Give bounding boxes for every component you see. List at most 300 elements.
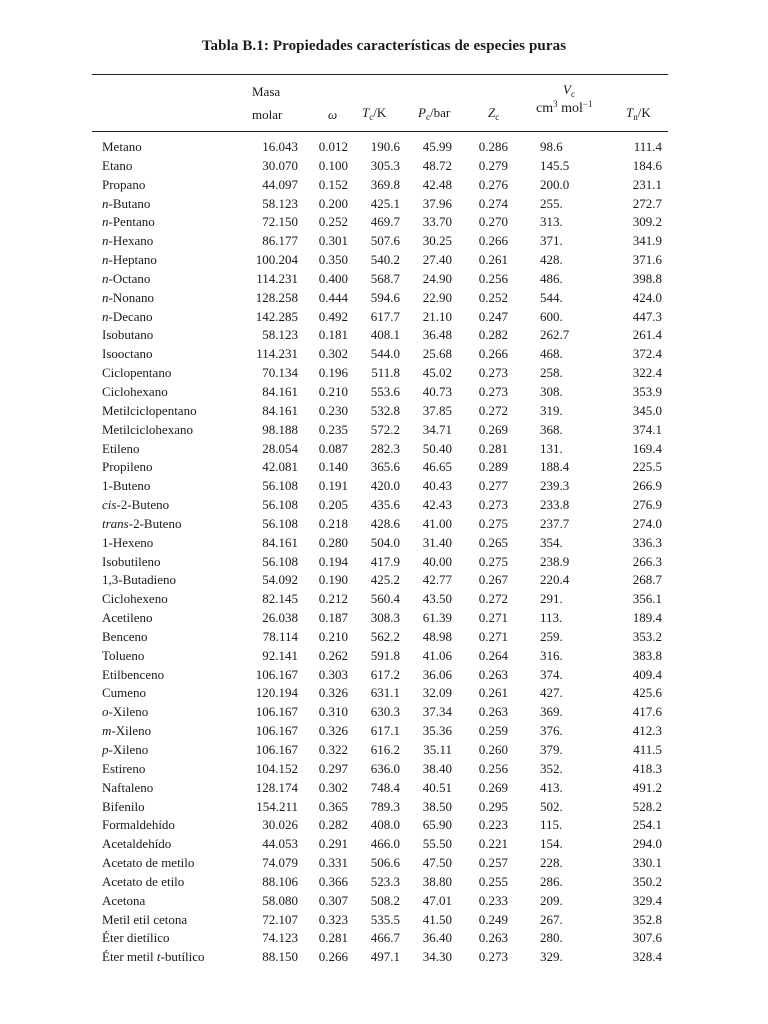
vc-cell: 145.5 <box>540 157 570 173</box>
tc-cell: 504.0 <box>370 534 400 550</box>
tn-cell: 398.8 <box>632 270 662 286</box>
header-vc-unit <box>536 101 592 116</box>
table-row <box>0 741 768 760</box>
molar-mass-cell: 142.285 <box>255 308 298 324</box>
tc-cell: 305.3 <box>370 157 400 173</box>
species-name-cell <box>102 779 153 798</box>
vc-unit-mol: mol <box>557 101 583 116</box>
molar-mass-cell: 78.114 <box>262 628 298 644</box>
species-name: 1-Hexeno <box>102 534 154 550</box>
species-name: -Octano <box>108 270 151 286</box>
species-name-cell <box>102 741 148 760</box>
species-name-cell <box>102 873 184 892</box>
table-row <box>0 816 768 835</box>
vc-cell: 319. <box>540 402 563 418</box>
species-name-cell <box>102 289 154 308</box>
tc-cell: 572.2 <box>370 421 400 437</box>
omega-cell: 0.280 <box>318 534 348 550</box>
tc-cell: 428.6 <box>370 515 400 531</box>
species-name: -2-Buteno <box>116 497 170 513</box>
species-name-cell <box>102 270 150 289</box>
species-prefix: cis <box>102 497 117 513</box>
tn-cell: 372.4 <box>632 346 662 362</box>
omega-cell: 0.326 <box>318 723 348 739</box>
tn-cell: 353.9 <box>632 383 662 399</box>
table-row <box>0 609 768 628</box>
header-masa-line2: molar <box>252 107 283 122</box>
pc-cell: 38.80 <box>422 873 452 889</box>
pc-cell: 41.06 <box>422 647 452 663</box>
omega-cell: 0.307 <box>318 892 348 908</box>
zc-cell: 0.282 <box>478 327 508 343</box>
tn-cell: 353.2 <box>632 628 662 644</box>
tc-cell: 282.3 <box>370 440 400 456</box>
pc-cell: 35.36 <box>422 723 452 739</box>
species-name-cell <box>102 421 193 440</box>
molar-mass-cell: 88.106 <box>262 873 298 889</box>
zc-cell: 0.249 <box>478 911 508 927</box>
species-name: Acetona <box>102 892 146 908</box>
species-name: Isobutano <box>102 327 154 343</box>
tn-cell: 424.0 <box>632 289 662 305</box>
tn-cell: 418.3 <box>632 760 662 776</box>
species-name: -Nonano <box>108 289 154 305</box>
table-row <box>0 421 768 440</box>
tc-cell: 417.9 <box>370 553 400 569</box>
omega-cell: 0.262 <box>318 647 348 663</box>
tn-cell: 383.8 <box>632 647 662 663</box>
species-name: -Butano <box>108 195 151 211</box>
zc-cell: 0.266 <box>478 346 508 362</box>
species-name: -Pentano <box>108 214 155 230</box>
table-row <box>0 571 768 590</box>
zc-cell: 0.223 <box>478 817 508 833</box>
zc-cell: 0.273 <box>478 365 508 381</box>
species-name-cell <box>102 684 146 703</box>
pc-cell: 48.98 <box>422 628 452 644</box>
tn-cell: 309.2 <box>632 214 662 230</box>
omega-cell: 0.140 <box>318 459 348 475</box>
species-name: Etileno <box>102 440 140 456</box>
vc-cell: 502. <box>540 798 563 814</box>
species-name-cell <box>102 440 140 459</box>
header-omega <box>328 107 337 122</box>
vc-cell: 486. <box>540 270 563 286</box>
omega-cell: 0.302 <box>318 779 348 795</box>
zc-cell: 0.233 <box>478 892 508 908</box>
header-tc <box>362 105 386 120</box>
tc-cell: 616.2 <box>370 742 400 757</box>
header-tn <box>626 105 651 120</box>
species-name-cell <box>102 703 148 722</box>
tn-cell: 254.1 <box>632 817 662 833</box>
tn-cell: 411.5 <box>633 742 662 757</box>
zc-cell: 0.256 <box>478 760 508 776</box>
tc-cell: 553.6 <box>370 383 400 399</box>
vc-symbol: V <box>563 82 571 97</box>
zc-subscript: c <box>495 112 500 122</box>
pc-cell: 32.09 <box>422 685 452 701</box>
tn-cell: 111.4 <box>633 139 662 154</box>
vc-cell: 354. <box>540 534 563 550</box>
tc-cell: 497.1 <box>370 949 400 965</box>
vc-cell: 259. <box>540 628 563 644</box>
zc-cell: 0.269 <box>478 421 508 437</box>
zc-cell: 0.247 <box>478 308 508 324</box>
vc-cell: 209. <box>540 892 563 908</box>
tn-cell: 276.9 <box>632 497 662 513</box>
pc-cell: 38.40 <box>422 760 452 776</box>
table-row <box>0 270 768 289</box>
tc-cell: 469.7 <box>370 214 400 230</box>
vc-cell: 262.7 <box>540 327 570 343</box>
species-name: Metano <box>102 139 142 154</box>
tn-cell: 374.1 <box>632 421 662 437</box>
species-name-cell <box>102 647 144 666</box>
table-row <box>0 628 768 647</box>
pc-cell: 42.48 <box>422 176 452 192</box>
vc-cell: 280. <box>540 930 563 946</box>
zc-cell: 0.272 <box>478 402 508 418</box>
table-row <box>0 157 768 176</box>
vc-cell: 329. <box>540 949 563 965</box>
table-row <box>0 232 768 251</box>
table-row <box>0 138 768 157</box>
tc-cell: 544.0 <box>370 346 400 362</box>
species-name-cell <box>102 138 142 157</box>
tc-cell: 789.3 <box>370 798 400 814</box>
molar-mass-cell: 104.152 <box>255 760 298 776</box>
tn-cell: 272.7 <box>632 195 662 211</box>
species-prefix: n <box>102 289 109 305</box>
tc-cell: 506.6 <box>370 855 400 871</box>
tn-cell: 447.3 <box>632 308 662 324</box>
omega-cell: 0.181 <box>318 327 348 343</box>
zc-cell: 0.263 <box>478 666 508 682</box>
zc-cell: 0.286 <box>478 139 508 154</box>
tn-cell: 412.3 <box>632 723 662 739</box>
species-name: Bifenilo <box>102 798 145 814</box>
pc-cell: 36.40 <box>422 930 452 946</box>
species-name-cell <box>102 364 171 383</box>
tc-cell: 562.2 <box>370 628 400 644</box>
species-name: 1-Buteno <box>102 478 151 494</box>
table-row <box>0 854 768 873</box>
species-name: Ciclopentano <box>102 365 172 381</box>
species-name: -Xileno <box>108 704 149 720</box>
omega-cell: 0.230 <box>318 402 348 418</box>
pc-symbol: P <box>418 105 426 120</box>
table-row <box>0 477 768 496</box>
table-row <box>0 176 768 195</box>
species-name: Isobutileno <box>102 553 161 569</box>
species-name: -Decano <box>108 308 153 324</box>
tc-symbol: T <box>362 105 370 120</box>
tc-cell: 523.3 <box>370 873 400 889</box>
tc-subscript: c <box>369 112 374 122</box>
omega-cell: 0.303 <box>318 666 348 682</box>
vc-cell: 313. <box>540 214 563 230</box>
tn-cell: 371.6 <box>632 252 662 268</box>
species-name-cell <box>102 383 168 402</box>
tn-cell: 417.6 <box>632 704 662 720</box>
pc-subscript: c <box>425 112 430 122</box>
vc-cell: 220.4 <box>540 572 570 588</box>
table-row <box>0 496 768 515</box>
molar-mass-cell: 74.079 <box>262 855 298 871</box>
molar-mass-cell: 28.054 <box>262 440 298 456</box>
species-name-cell <box>102 213 155 232</box>
tc-cell: 425.2 <box>370 572 400 588</box>
species-name: -Xileno <box>111 723 152 739</box>
species-name: Acetaldehído <box>102 836 172 852</box>
species-name-cell <box>102 157 132 176</box>
tc-cell: 560.4 <box>370 591 400 607</box>
species-name-cell <box>102 232 153 251</box>
species-name: Acetato de metilo <box>102 855 195 871</box>
zc-cell: 0.255 <box>478 873 508 889</box>
pc-cell: 40.73 <box>422 383 452 399</box>
omega-cell: 0.492 <box>318 308 348 324</box>
omega-cell: 0.205 <box>318 497 348 513</box>
molar-mass-cell: 58.123 <box>262 195 298 211</box>
species-prefix: o <box>102 704 109 720</box>
tc-cell: 466.0 <box>370 836 400 852</box>
top-rule <box>92 74 668 75</box>
vc-cell: 413. <box>540 779 563 795</box>
species-name-cell <box>102 326 153 345</box>
pc-cell: 55.50 <box>422 836 452 852</box>
pc-unit: /bar <box>429 105 451 120</box>
omega-cell: 0.282 <box>318 817 348 833</box>
vc-cell: 600. <box>540 308 563 324</box>
omega-cell: 0.326 <box>318 685 348 701</box>
omega-cell: 0.152 <box>318 176 348 192</box>
molar-mass-cell: 128.258 <box>255 289 298 305</box>
pc-cell: 22.90 <box>422 289 452 305</box>
species-name: 1,3-Butadieno <box>102 572 177 588</box>
tn-cell: 184.6 <box>632 157 662 173</box>
tn-cell: 336.3 <box>632 534 662 550</box>
table-row <box>0 364 768 383</box>
tc-cell: 365.6 <box>370 459 400 475</box>
zc-symbol: Z <box>488 105 496 120</box>
vc-cell: 368. <box>540 421 563 437</box>
vc-cell: 200.0 <box>540 176 570 192</box>
vc-cell: 374. <box>540 666 563 682</box>
tn-cell: 352.8 <box>632 911 662 927</box>
pc-cell: 36.48 <box>422 327 452 343</box>
tn-cell: 189.4 <box>632 610 662 626</box>
omega-cell: 0.200 <box>318 195 348 211</box>
molar-mass-cell: 44.053 <box>262 836 298 852</box>
molar-mass-cell: 114.231 <box>256 346 298 362</box>
omega-cell: 0.218 <box>318 515 348 531</box>
molar-mass-cell: 56.108 <box>262 478 298 494</box>
molar-mass-cell: 72.107 <box>262 911 298 927</box>
molar-mass-cell: 42.081 <box>262 459 298 475</box>
zc-cell: 0.276 <box>478 176 508 192</box>
omega-cell: 0.190 <box>318 572 348 588</box>
table-row <box>0 779 768 798</box>
table-row <box>0 892 768 911</box>
vc-unit-exp2: −1 <box>582 99 593 109</box>
table-row <box>0 383 768 402</box>
species-name-cell <box>102 496 169 515</box>
omega-cell: 0.012 <box>318 139 348 154</box>
molar-mass-cell: 100.204 <box>255 252 298 268</box>
pc-cell: 45.02 <box>422 365 452 381</box>
tc-cell: 466.7 <box>370 930 400 946</box>
pc-cell: 50.40 <box>422 440 452 456</box>
vc-cell: 376. <box>540 723 563 739</box>
molar-mass-cell: 58.080 <box>262 892 298 908</box>
omega-cell: 0.281 <box>318 930 348 946</box>
molar-mass-cell: 114.231 <box>256 270 298 286</box>
molar-mass-cell: 84.161 <box>262 534 298 550</box>
pc-cell: 61.39 <box>422 610 452 626</box>
species-name-cell <box>102 816 175 835</box>
pc-cell: 27.40 <box>422 252 452 268</box>
zc-cell: 0.289 <box>478 459 508 475</box>
tc-unit: /K <box>373 105 387 120</box>
zc-cell: 0.263 <box>478 704 508 720</box>
tn-cell: 409.4 <box>632 666 662 682</box>
vc-cell: 131. <box>540 440 563 456</box>
pc-cell: 40.43 <box>422 478 452 494</box>
vc-cell: 371. <box>540 233 563 249</box>
molar-mass-cell: 30.070 <box>262 157 298 173</box>
tc-cell: 535.5 <box>370 911 400 927</box>
omega-cell: 0.266 <box>318 949 348 965</box>
pc-cell: 33.70 <box>422 214 452 230</box>
pc-cell: 37.34 <box>422 704 452 720</box>
zc-cell: 0.221 <box>478 836 508 852</box>
tc-cell: 594.6 <box>370 289 400 305</box>
table-row <box>0 440 768 459</box>
species-name: -2-Buteno <box>128 515 182 531</box>
table-row <box>0 195 768 214</box>
species-name-cell <box>102 666 164 685</box>
zc-cell: 0.275 <box>478 553 508 569</box>
omega-cell: 0.087 <box>318 440 348 456</box>
omega-cell: 0.444 <box>318 289 348 305</box>
pc-cell: 41.50 <box>422 911 452 927</box>
vc-cell: 258. <box>540 365 563 381</box>
pc-cell: 42.43 <box>422 497 452 513</box>
table-row <box>0 666 768 685</box>
tn-cell: 350.2 <box>632 873 662 889</box>
tc-cell: 568.7 <box>370 270 400 286</box>
omega-cell: 0.194 <box>318 553 348 569</box>
molar-mass-cell: 26.038 <box>262 610 298 626</box>
molar-mass-cell: 98.188 <box>262 421 298 437</box>
pc-cell: 21.10 <box>422 308 452 324</box>
species-name-cell <box>102 458 153 477</box>
table-row <box>0 722 768 741</box>
tn-cell: 528.2 <box>632 798 662 814</box>
zc-cell: 0.271 <box>478 628 508 644</box>
species-name-cell <box>102 553 161 572</box>
molar-mass-cell: 120.194 <box>255 685 298 701</box>
omega-cell: 0.366 <box>318 873 348 889</box>
tc-cell: 420.0 <box>370 478 400 494</box>
zc-cell: 0.271 <box>478 610 508 626</box>
vc-cell: 228. <box>540 855 563 871</box>
pc-cell: 40.00 <box>422 553 452 569</box>
vc-cell: 267. <box>540 911 563 927</box>
molar-mass-cell: 154.211 <box>256 798 298 814</box>
pc-cell: 47.01 <box>422 892 452 908</box>
pc-cell: 65.90 <box>422 817 452 833</box>
zc-cell: 0.273 <box>478 383 508 399</box>
table-row <box>0 835 768 854</box>
species-name: Propano <box>102 176 146 192</box>
pc-cell: 36.06 <box>422 666 452 682</box>
zc-cell: 0.275 <box>478 515 508 531</box>
omega-cell: 0.365 <box>318 798 348 814</box>
pc-cell: 31.40 <box>422 534 452 550</box>
tn-cell: 266.3 <box>632 553 662 569</box>
species-name: Etano <box>102 157 133 173</box>
table-row <box>0 308 768 327</box>
omega-cell: 0.302 <box>318 346 348 362</box>
species-name: Etilbenceno <box>102 666 165 682</box>
species-name-cell <box>102 892 145 911</box>
table-row <box>0 289 768 308</box>
zc-cell: 0.270 <box>478 214 508 230</box>
tc-cell: 540.2 <box>370 252 400 268</box>
species-name: Éter dietílico <box>102 930 170 946</box>
molar-mass-cell: 54.092 <box>262 572 298 588</box>
tc-cell: 617.1 <box>370 723 400 739</box>
table-row <box>0 798 768 817</box>
table-row <box>0 873 768 892</box>
molar-mass-cell: 106.167 <box>255 723 298 739</box>
vc-cell: 308. <box>540 383 563 399</box>
tn-cell: 268.7 <box>632 572 662 588</box>
vc-cell: 428. <box>540 252 563 268</box>
tc-cell: 190.6 <box>370 139 400 154</box>
omega-cell: 0.322 <box>318 742 348 757</box>
tc-cell: 636.0 <box>370 760 400 776</box>
properties-table <box>0 138 768 967</box>
table-row <box>0 647 768 666</box>
species-name: -Xileno <box>108 742 149 757</box>
zc-cell: 0.256 <box>478 270 508 286</box>
omega-cell: 0.212 <box>318 591 348 607</box>
molar-mass-cell: 58.123 <box>262 327 298 343</box>
tn-cell: 491.2 <box>632 779 662 795</box>
header-zc <box>488 105 499 120</box>
molar-mass-cell: 56.108 <box>262 553 298 569</box>
vc-cell: 113. <box>540 610 563 626</box>
vc-cell: 188.4 <box>540 459 570 475</box>
species-name: Metil etil cetona <box>102 911 188 927</box>
zc-cell: 0.279 <box>478 157 508 173</box>
tc-cell: 630.3 <box>370 704 400 720</box>
tc-cell: 435.6 <box>370 497 400 513</box>
species-name-cell <box>102 308 153 327</box>
tc-cell: 369.8 <box>370 176 400 192</box>
vc-cell: 154. <box>540 836 563 852</box>
vc-cell: 286. <box>540 873 563 889</box>
tc-cell: 425.1 <box>370 195 400 211</box>
vc-cell: 468. <box>540 346 563 362</box>
species-name-cell <box>102 534 153 553</box>
zc-cell: 0.260 <box>478 742 508 757</box>
tc-cell: 617.7 <box>370 308 400 324</box>
